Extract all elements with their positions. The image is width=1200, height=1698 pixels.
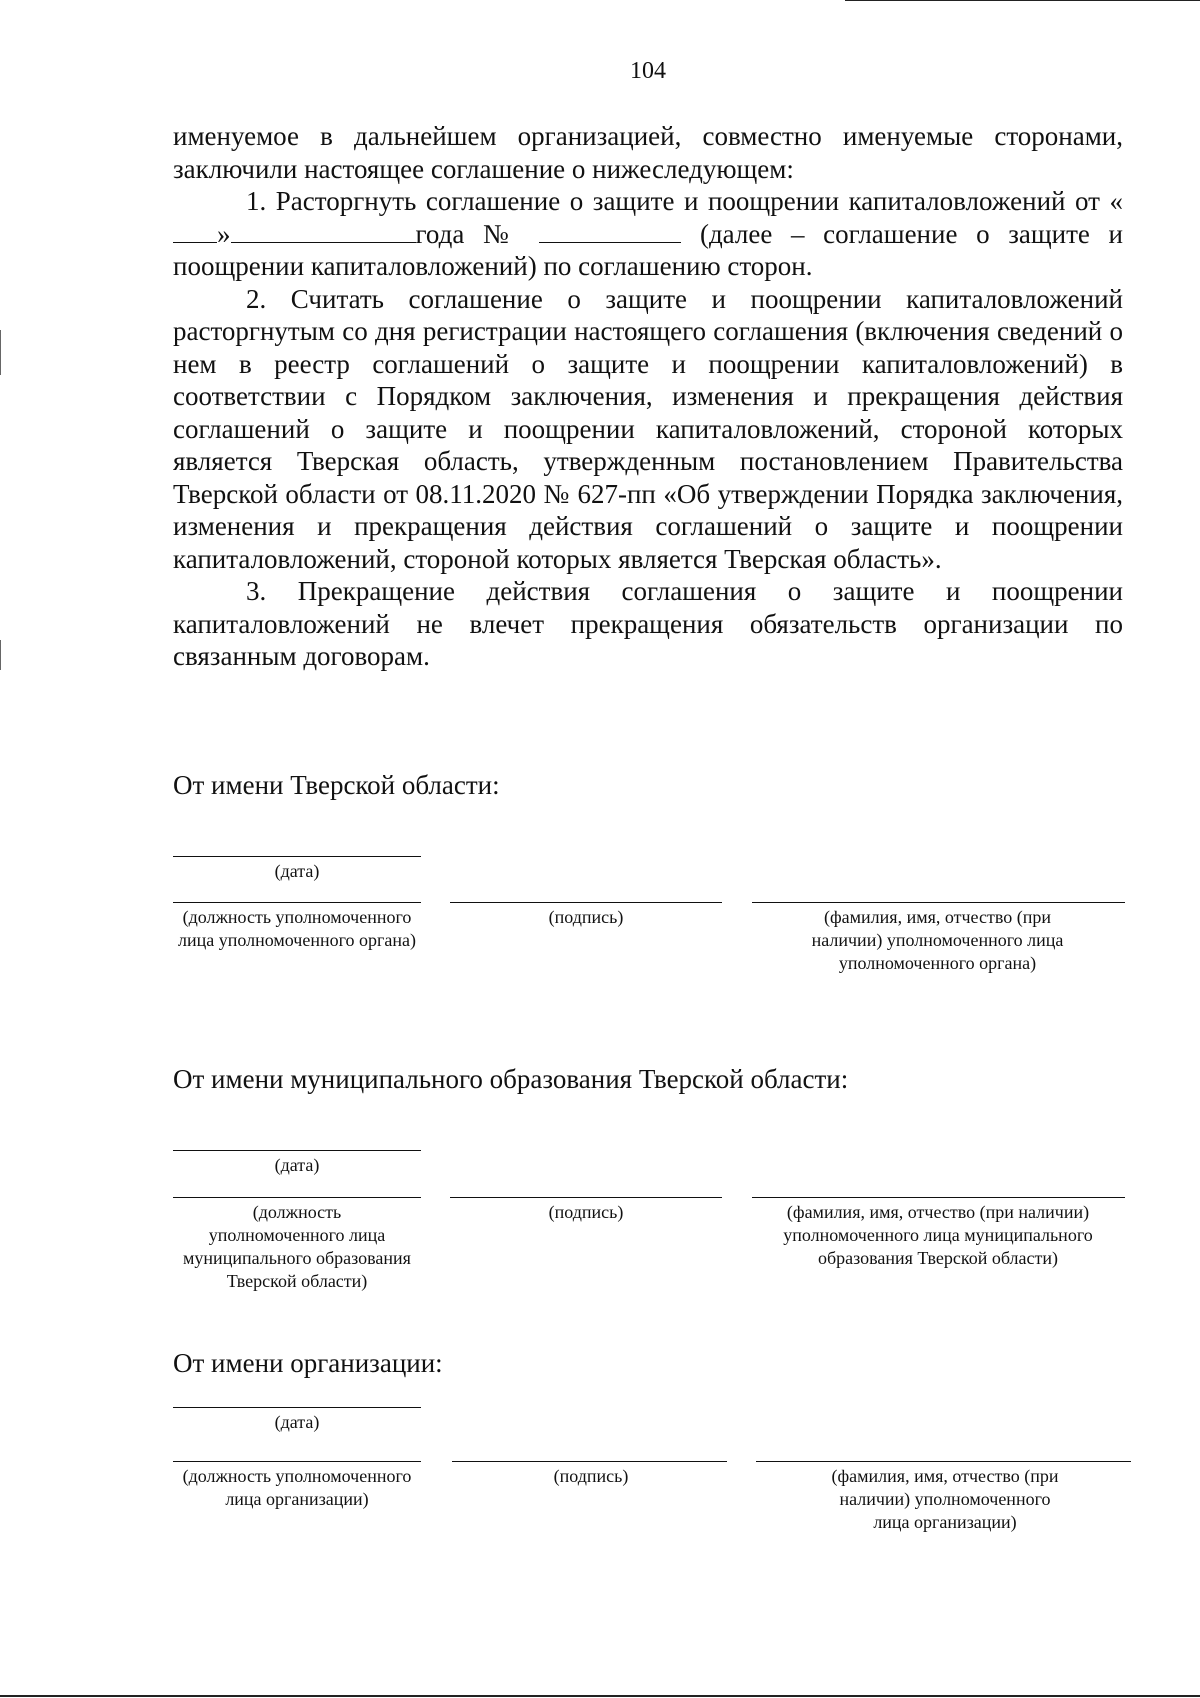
scan-edge-bottom xyxy=(0,1695,1200,1697)
municipality-date-line xyxy=(173,1150,421,1151)
agreement-body xyxy=(173,120,1123,673)
number-blank xyxy=(539,220,681,243)
municipality-name-line xyxy=(752,1197,1125,1198)
scan-edge-top xyxy=(845,0,1200,1)
scan-mark-left xyxy=(0,330,1,375)
municipality-date-caption: (дата) xyxy=(274,1155,320,1175)
municipality-position-line xyxy=(173,1197,421,1198)
clause-1-text-c: года № xyxy=(415,218,521,249)
organization-signature-caption: (подпись) xyxy=(553,1466,629,1486)
organization-name-caption: (фамилия, имя, отчество (при наличии) уполномоченного лица организации) xyxy=(831,1466,1059,1532)
month-blank xyxy=(231,220,416,243)
organization-signature-line xyxy=(452,1461,727,1462)
region-name-line xyxy=(752,902,1125,903)
clause-1-text-b: » xyxy=(217,218,231,249)
region-signature-caption: (подпись) xyxy=(548,907,624,927)
page-number: 104 xyxy=(630,58,666,84)
clause-1-text-d: (далее – соглашение о защите и поощрении капиталовложений) по соглашению сторон. xyxy=(173,218,1124,281)
region-name-caption: (фамилия, имя, отчество (при наличии) уполномоченного лица уполномоченного органа) xyxy=(811,907,1064,973)
organization-date-caption: (дата) xyxy=(274,1412,320,1432)
intro-paragraph: именуемое в дальнейшем организацией, совместно именуемые сторонами, заключили настоящее соглашение о нижеследующем: xyxy=(173,121,1123,184)
municipality-name-caption: (фамилия, имя, отчество (при наличии) уполномоченного лица муниципального образования Тверской области) xyxy=(783,1202,1093,1268)
organization-position-caption: (должность уполномоченного лица организации) xyxy=(182,1466,412,1509)
municipality-position-caption: (должность уполномоченного лица муниципального образования Тверской области) xyxy=(183,1202,411,1291)
scan-mark-left xyxy=(0,640,1,670)
region-signature-title: От имени Тверской области: xyxy=(173,770,500,800)
region-position-line xyxy=(173,902,421,903)
region-position-caption: (должность уполномоченного лица уполномоченного органа) xyxy=(177,907,417,950)
region-signature-line xyxy=(450,902,722,903)
organization-name-line xyxy=(756,1461,1131,1462)
municipality-signature-title: От имени муниципального образования Тверской области: xyxy=(173,1064,849,1094)
organization-position-line xyxy=(173,1461,421,1462)
region-date-caption: (дата) xyxy=(274,861,320,881)
day-blank xyxy=(173,220,217,243)
municipality-signature-line xyxy=(450,1197,722,1198)
municipality-signature-caption: (подпись) xyxy=(548,1202,624,1222)
organization-signature-title: От имени организации: xyxy=(173,1348,443,1378)
clause-1-text-a: 1. Расторгнуть соглашение о защите и поощрении капиталовложений от « xyxy=(246,186,1123,216)
clause-2: 2. Считать соглашение о защите и поощрении капиталовложений расторгнутым со дня регистрации настоящего соглашения (включения сведений о нем в реестр соглашений о защите и поощрении капиталовложений) в соответствии с Порядком заключения, изменения и прекращения действия соглашений о защите и поощрении капиталовложений, стороной которых является Тверская область, утвержденным постановлением Правительства Тверской области от 08.11.2020 № 627-пп «Об утверждении Порядка заключения, изменения и прекращения действия соглашений о защите и поощрении капиталовложений, стороной которых является Тверская область». xyxy=(173,283,1123,574)
region-date-line xyxy=(173,856,421,857)
organization-date-line xyxy=(173,1407,421,1408)
clause-3: 3. Прекращение действия соглашения о защите и поощрении капиталовложений не влечет прекращения обязательств организации по связанным договорам. xyxy=(173,576,1123,671)
clause-1 xyxy=(173,185,1123,283)
